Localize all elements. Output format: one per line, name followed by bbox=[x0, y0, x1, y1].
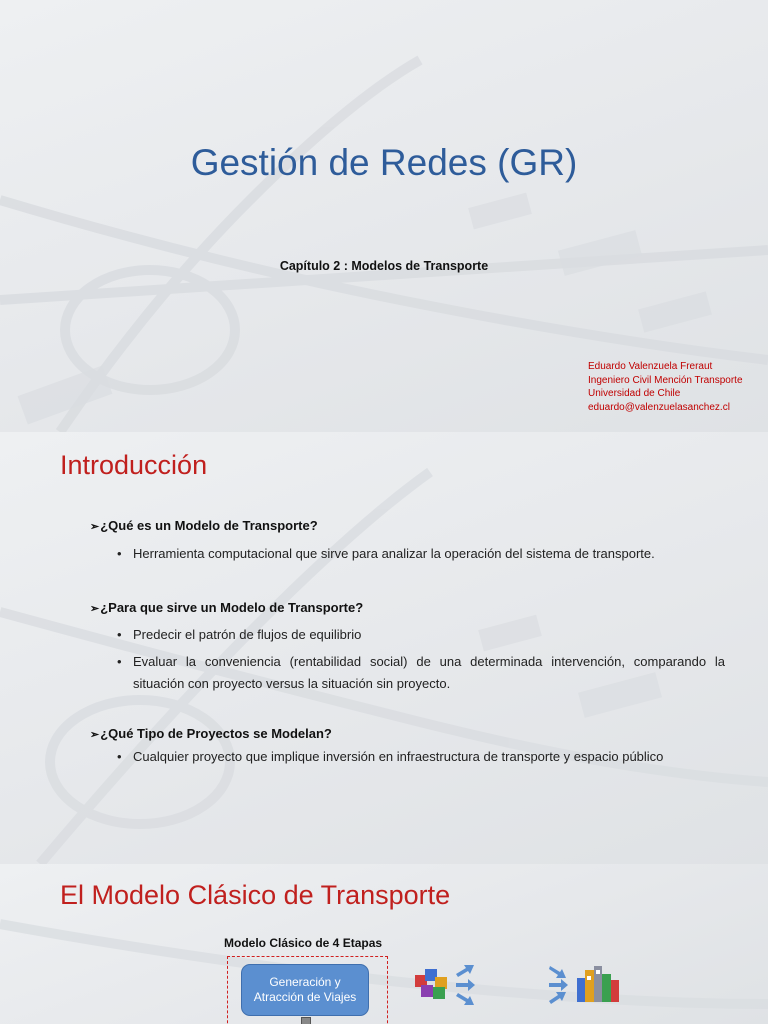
incoming-arrows-icon bbox=[548, 962, 570, 1008]
answer-bullet: • Herramienta computacional que sirve para analizar la operación del sistema de transporte. bbox=[117, 546, 655, 561]
classic-model-title: El Modelo Clásico de Transporte bbox=[60, 880, 451, 910]
presentation-title: Gestión de Redes (GR) bbox=[190, 142, 578, 183]
diagram-title: Modelo Clásico de 4 Etapas bbox=[224, 936, 383, 950]
author-info bbox=[588, 360, 743, 414]
chapter-subtitle: Capítulo 2 : Modelos de Transporte bbox=[279, 259, 489, 273]
author-university: Universidad de Chile bbox=[588, 388, 681, 399]
title-slide bbox=[0, 0, 768, 432]
answer-bullet: • Evaluar la conveniencia (rentabilidad social) de una determinada intervención, comparando la situación con proyecto versus la situación sin proyecto. bbox=[117, 654, 725, 691]
question-2: ➢¿Para que sirve un Modelo de Transporte? bbox=[90, 600, 364, 615]
author-degree: Ingeniero Civil Mención Transporte bbox=[588, 374, 743, 386]
stage-generation-box: Generación y Atracción de Viajes bbox=[241, 964, 369, 1016]
arrow-bullet-icon: ➢ bbox=[90, 603, 100, 615]
author-email: eduardo@valenzuelasanchez.cl bbox=[588, 401, 730, 413]
introduction-slide bbox=[0, 432, 768, 864]
classic-model-slide bbox=[0, 864, 768, 1024]
aerial-map-background bbox=[0, 432, 768, 864]
author-name: Eduardo Valenzuela Freraut bbox=[588, 361, 713, 372]
answer-bullet: • Cualquier proyecto que implique inversión en infraestructura de transporte y espacio público bbox=[117, 749, 664, 764]
origin-blocks-icon bbox=[413, 967, 451, 1001]
question-1: ➢¿Qué es un Modelo de Transporte? bbox=[90, 518, 318, 533]
arrow-bullet-icon: ➢ bbox=[90, 521, 100, 533]
answer-bullet: • Predecir el patrón de flujos de equilibrio bbox=[117, 627, 362, 642]
destination-buildings-icon bbox=[575, 964, 623, 1004]
arrow-bullet-icon: ➢ bbox=[90, 729, 100, 741]
stage-connector bbox=[301, 1017, 311, 1024]
outgoing-arrows-icon bbox=[454, 962, 476, 1008]
introduction-title: Introducción bbox=[60, 450, 208, 480]
question-3: ➢¿Qué Tipo de Proyectos se Modelan? bbox=[90, 726, 332, 741]
